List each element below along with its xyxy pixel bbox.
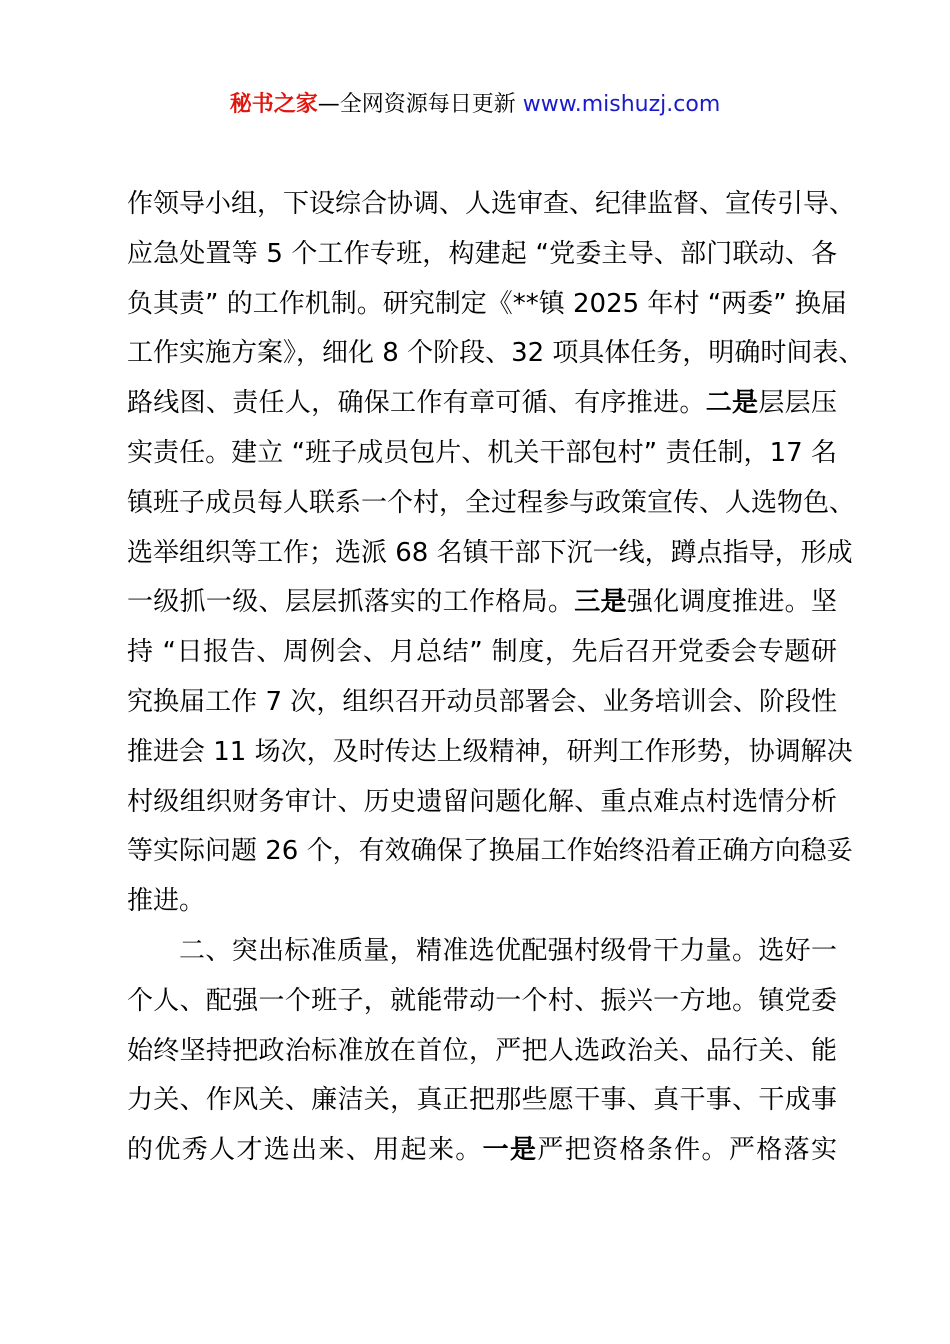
section-heading-line: 二、突出标准质量，精准选优配强村级骨干力量。选好一 [179,935,837,966]
text-line: 等实际问题 26 个，有效确保了换届工作始终沿着正确方向稳妥 [127,836,853,867]
text-line: 始终坚持把政治标准放在首位，严把人选政治关、品行关、能 [127,1035,837,1066]
site-tagline: —全网资源每日更新 [317,92,523,117]
text-segment: 路线图、责任人，确保工作有章可循、有序推进。 [127,388,706,419]
text-line: 持 “日报告、周例会、月总结” 制度，先后召开党委会专题研 [127,637,837,668]
bold-marker: 一是 [482,1135,538,1166]
bold-marker: 二是 [705,388,759,419]
text-line: 负其责” 的工作机制。研究制定《**镇 2025 年村 “两委” 换届 [127,288,847,319]
text-line: 村级组织财务审计、历史遗留问题化解、重点难点村选情分析 [127,786,837,817]
text-line: 选举组织等工作；选派 68 名镇干部下沉一线，蹲点指导，形成 [127,537,853,568]
page-header [0,88,950,122]
text-line: 究换届工作 7 次，组织召开动员部署会、业务培训会、阶段性 [127,686,837,717]
text-line: 个人、配强一个班子，就能带动一个村、振兴一方地。镇党委 [127,985,837,1016]
text-segment: 强化调度推进。坚 [626,587,837,618]
document-body [127,180,865,1176]
text-line: 工作实施方案》，细化 8 个阶段、32 项具体任务，明确时间表、 [127,338,865,369]
text-line-mixed [127,578,837,628]
text-line: 推进。 [127,886,206,917]
text-segment: 层层压 [758,388,837,419]
text-line: 推进会 11 场次，及时传达上级精神，研判工作形势，协调解决 [127,736,853,767]
site-url-link[interactable]: www.mishuzj.com [522,92,721,117]
text-segment: 的优秀人才选出来、用起来。 [127,1135,483,1166]
text-line-mixed [127,1126,837,1176]
text-line: 镇班子成员每人联系一个村，全过程参与政策宣传、人选物色、 [127,487,856,518]
text-line: 力关、作风关、廉洁关，真正把那些愿干事、真干事、干成事 [127,1085,837,1116]
site-brand: 秘书之家 [229,92,318,117]
text-line: 应急处置等 5 个工作专班，构建起 “党委主导、部门联动、各 [127,238,837,269]
bold-marker: 三是 [574,587,627,618]
text-line-mixed [127,379,837,429]
text-line: 实责任。建立 “班子成员包片、机关干部包村” 责任制，17 名 [127,437,837,468]
text-segment: 严把资格条件。严格落实 [537,1135,837,1166]
text-segment: 一级抓一级、层层抓落实的工作格局。 [127,587,575,618]
text-line: 作领导小组，下设综合协调、人选审查、纪律监督、宣传引导、 [127,189,856,219]
